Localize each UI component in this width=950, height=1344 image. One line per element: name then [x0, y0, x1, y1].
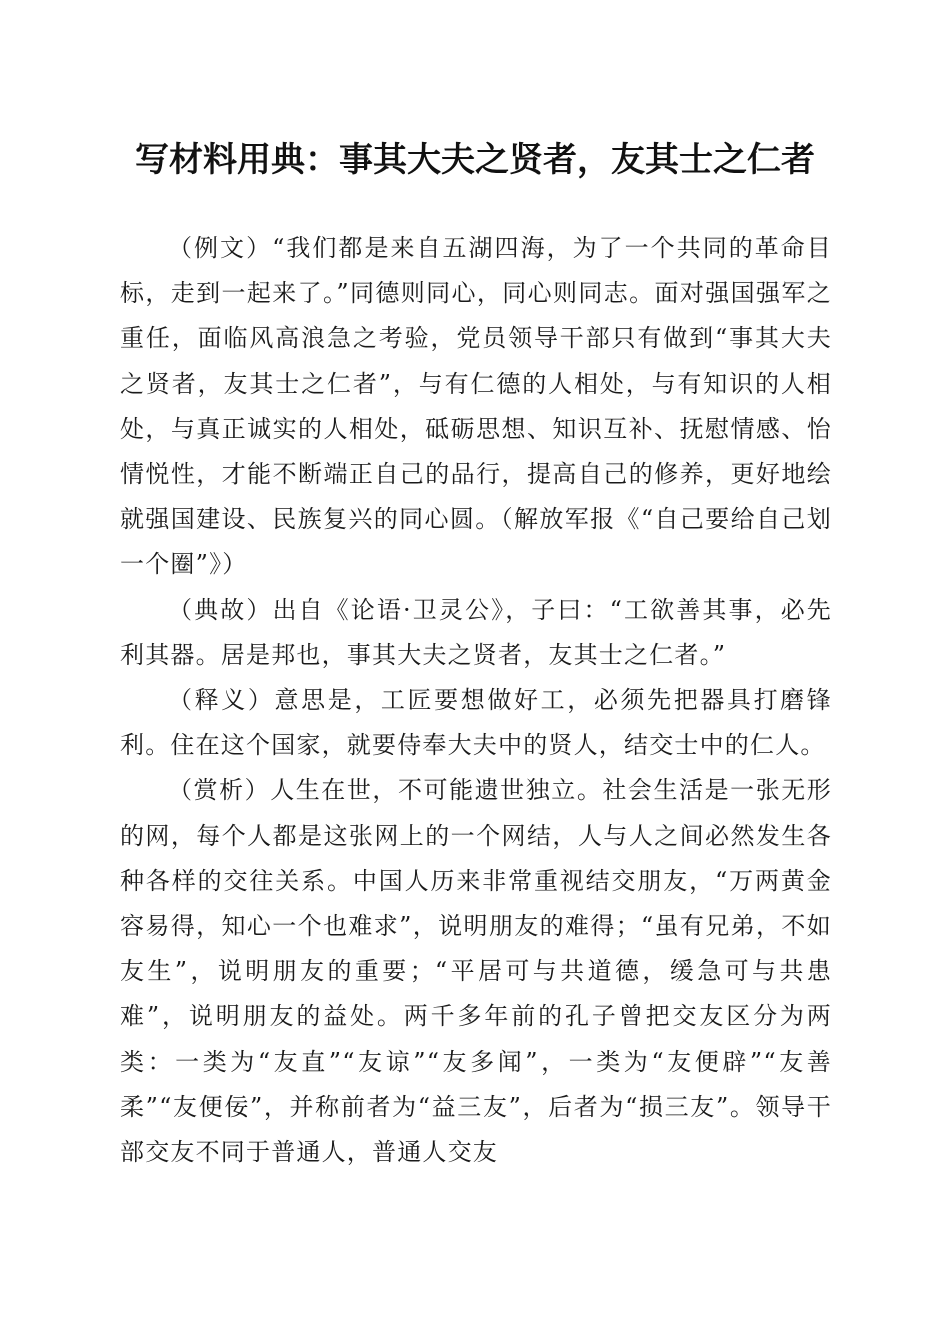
paragraph-interpretation: （释义）意思是，工匠要想做好工，必须先把器具打磨锋利。住在这个国家，就要侍奉大夫中的贤人，结交士中的仁人。: [120, 686, 832, 760]
document-body: [120, 226, 832, 1175]
paragraph-allusion: （典故）出自《论语·卫灵公》，子曰：“工欲善其事，必先利其器。居是邦也，事其大夫之贤者，友其士之仁者。”: [120, 595, 832, 669]
paragraph-appreciation: （赏析）人生在世，不可能遗世独立。社会生活是一张无形的网，每个人都是这张网上的一个网结，人与人之间必然发生各种各样的交往关系。中国人历来非常重视结交朋友，“万两黄金容易得，知心一个也难求”，说明朋友的难得；“虽有兄弟，不如友生”，说明朋友的重要；“平居可与共道德，缓急可与共患难”，说明朋友的益处。两千多年前的孔子曾把交友区分为两类：一类为“友直”“友谅”“友多闻”，一类为“友便辟”“友善柔”“友便佞”，并称前者为“益三友”，后者为“损三友”。领导干部交友不同于普通人，普通人交友: [120, 776, 832, 1167]
document-title: 写材料用典：事其大夫之贤者，友其士之仁者: [135, 140, 815, 180]
paragraph-example: （例文）“我们都是来自五湖四海，为了一个共同的革命目标，走到一起来了。”同德则同心，同心则同志。面对强国强军之重任，面临风高浪急之考验，党员领导干部只有做到“事其大夫之贤者，友其士之仁者”，与有仁德的人相处，与有知识的人相处，与真正诚实的人相处，砥砺思想、知识互补、抚慰情感、怡情悦性，才能不断端正自己的品行，提高自己的修养，更好地绘就强国建设、民族复兴的同心圆。（解放军报《“自己要给自己划一个圈”》）: [120, 234, 832, 579]
